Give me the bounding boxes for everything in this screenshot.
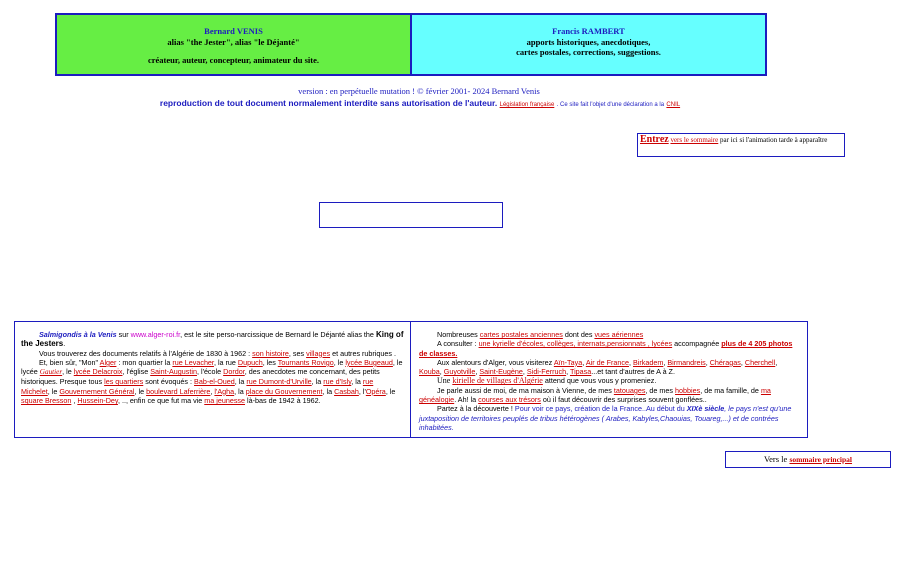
text: sur [118,330,129,339]
link-villages-algerie[interactable]: kirielle de villages d'Algérie [452,376,543,386]
cnil-text: . Ce site fait l'objet d'une déclaration a la [556,102,665,108]
text: , des anecdotes me concernant, des petits historiques. Presque tous [21,367,380,387]
author-name: Bernard VENIS [204,26,263,36]
animation-placeholder [319,202,503,228]
text: Nombreuses [437,330,478,339]
author-role: créateur, auteur, concepteur, animateur du site. [147,55,319,65]
king-of-jesters: King of the Jesters [21,330,404,349]
author-alias: alias "the Jester", alias "le Déjanté" [167,36,300,47]
link-opera[interactable]: Opéra [365,386,386,396]
link-hussein[interactable]: Hussein-Dey [77,396,118,406]
contributor-name: Francis RAMBERT [552,26,625,36]
link-michelet[interactable]: rue Michelet [21,377,374,396]
link-agha[interactable]: l'Agha [214,386,235,396]
credits-author-cell [57,15,412,74]
text: , de mes [645,385,674,395]
link-gouv[interactable]: Gouvernement Général [59,386,135,396]
text: , le pays n'est qu'une juxtaposition de territoires peuplés de tribus hétérogènes ( Arabes, Kabyles,Chaouias, Touareg,...) et de contrées inhabitées. [419,404,792,432]
link-laferriere[interactable]: boulevard Laferrière [146,386,211,396]
link-dumont[interactable]: rue Dumont-d'Urville [246,377,312,387]
link-town[interactable]: Air de France [585,357,629,367]
link-quartiers[interactable]: les quartiers [104,377,144,387]
text: XIXè siècle [686,404,725,414]
text: , de ma famille, de [700,385,759,395]
link-town[interactable]: Birkadem [632,357,664,367]
link-levacher[interactable]: rue Levacher [172,357,214,367]
link-place[interactable]: place du Gouvernement [245,386,323,396]
text: l'église [126,367,149,377]
text: Vous trouverez des documents relatifs à l'Algérie de 1830 à 1962 : [39,348,251,358]
link-town[interactable]: Guyotville [443,367,476,377]
text: le [337,357,344,367]
text: Pour voir ce pays, création de la France..Au début du [514,404,685,414]
link-dupuch[interactable]: Dupuch [237,357,263,367]
contributor-line2: cartes postales, corrections, suggestions. [516,47,661,57]
text: ...et tant d'autres de A à Z. [591,367,675,377]
site-url: www.alger-roi.fr [130,330,181,339]
link-town[interactable]: Cherchell [744,357,776,367]
link-hobbies[interactable]: hobbies [675,385,701,395]
main-summary-box [725,451,891,468]
text: Et, bien sûr, "Mon" [39,357,99,367]
nearby-towns-list: Aïn-Taya, Air de France, Birkadem, Birmandreis, Chéragas, Cherchell, Kouba, Guyotville, Saint-Eugène, Sidi-Ferruch, Tipasa [419,357,778,377]
link-town[interactable]: Kouba [419,367,440,377]
link-aeriennes[interactable]: vues aériennes [594,330,644,339]
text: et autres rubriques . [332,348,397,358]
text: dont des [564,330,593,339]
link-town[interactable]: Tipasa [569,367,592,377]
text: Une [437,376,451,386]
text: attend que vous vous y promeniez. [544,376,657,386]
enter-hint: par ici si l'animation tarde à apparaître [720,136,828,144]
link-courses[interactable]: courses aux trésors [478,395,541,405]
link-delacroix[interactable]: lycée Delacroix [73,367,123,377]
text: , .., enfin ce que fut ma vie [117,396,203,406]
text: Partez à la découverte ! [437,404,513,414]
text: le lycée [21,357,403,377]
link-casbah[interactable]: Casbah [334,386,359,396]
version-text: version : en perpétuelle mutation ! © février 2001- 2024 Bernard Venis [298,86,540,96]
link-bugeaud[interactable]: lycée Bugeaud [345,357,393,367]
link-town[interactable]: Chéragas [709,357,741,367]
link-histoire[interactable]: son histoire [252,348,289,358]
link-tatouages[interactable]: tatouages [613,385,646,395]
link-ma[interactable]: ma [760,385,771,395]
link-dordor[interactable]: Dordor [223,367,245,377]
text: Vers le [763,454,788,464]
intro-left-column: Salmigondis à la Venis sur www.alger-roi.fr, est le site perso-narcissique de Bernard le Déjanté alias the King of the Jesters. Vous trouverez des documents relatifs à l'Algérie de 1830 à 1962 : son histoire, ses villages et autres rubriques . Et, bien sûr, "Mon" Alger : mon quartier la rue Levacher, la rue Dupuch, les Tournants Rovigo, le lycée Bugeaud, le lycée Gautier, le lycée Delacroix, l'église Saint-Augustin, l'école Dordor, des anecdotes me concernant, des petits historiques. Presque tous les quartiers sont évoqués : Bab-el-Oued, la rue Dumont-d'Urville, la rue d'Isly, la rue Michelet, le Gouvernement Général, le boulevard Laferrière, l'Agha, la place du Gouvernement, la Casbah, l'Opéra, le square Bresson , Hussein-Dey, .., enfin ce que fut ma vie ma jeunesse là-bas de 1942 à 1962. [15,322,411,437]
repro-text: reproduction de tout document normalement interdite sans autorisation de l'auteur. [159,98,498,108]
link-staugustin[interactable]: Saint-Augustin [150,367,197,377]
legislation-link[interactable]: Législation française [499,102,555,108]
text: sont évoqués : [145,377,193,387]
text: , est le site perso-narcissique de Bernard le Déjanté alias the [180,330,374,339]
text: là-bas de 1942 à 1962. [247,396,321,406]
text: : mon quartier la [118,357,171,367]
link-genealogie[interactable]: généalogie [419,395,455,405]
text: les [266,357,276,367]
link-bresson[interactable]: square Bresson [21,396,72,406]
link-ecoles[interactable]: une kyrielle d'écoles, collèges, internats,pensionnats , lycées [478,339,673,349]
link-town[interactable]: Saint-Eugène [479,367,523,377]
text: Aux alentours d'Alger, vous visiterez [437,357,553,367]
text: la rue [217,357,236,367]
enter-box [637,133,845,157]
summary-link[interactable]: vers le sommaire [670,136,719,144]
link-town[interactable]: Aïn-Taya [553,357,583,367]
link-town[interactable]: Birmandreis [667,357,706,367]
contributor-line1: apports historiques, anecdotiques, [526,36,651,47]
intro-right-column [411,322,807,437]
link-alger[interactable]: Alger [99,357,117,367]
credits-contributor-cell [412,15,765,74]
link-town[interactable]: Sidi-Ferruch [526,367,567,377]
link-villages[interactable]: villages [306,348,331,358]
intro-table [14,321,808,438]
link-isly[interactable]: rue d'Isly [323,377,352,387]
link-cartes[interactable]: cartes postales anciennes [479,330,563,339]
text: l'école [200,367,222,377]
main-summary-link[interactable]: sommaire principal [789,455,853,464]
link-rovigo[interactable]: Tournants Rovigo [277,357,334,367]
credits-table [55,13,767,76]
enter-link[interactable]: Entrez [640,134,669,145]
copyright-notice [0,98,840,108]
text: A consulter : [437,339,477,349]
link-jeunesse[interactable]: ma jeunesse [204,396,246,406]
link-bab[interactable]: Bab-el-Oued [194,377,235,387]
cnil-link[interactable]: CNIL [666,102,681,108]
link-photos-classes[interactable]: plus de 4 205 photos de classes. [419,339,793,358]
text: où il faut découvrir des surprises souvent gonflées.. [542,395,707,405]
link-gautier[interactable]: Gautier [39,368,63,377]
text: accompagnée [674,339,720,349]
text: . Ah! la [454,395,477,405]
text: Je parle aussi de moi, de ma maison à Vienne, de mes [437,385,612,395]
site-title: Salmigondis à la Venis [39,330,117,339]
